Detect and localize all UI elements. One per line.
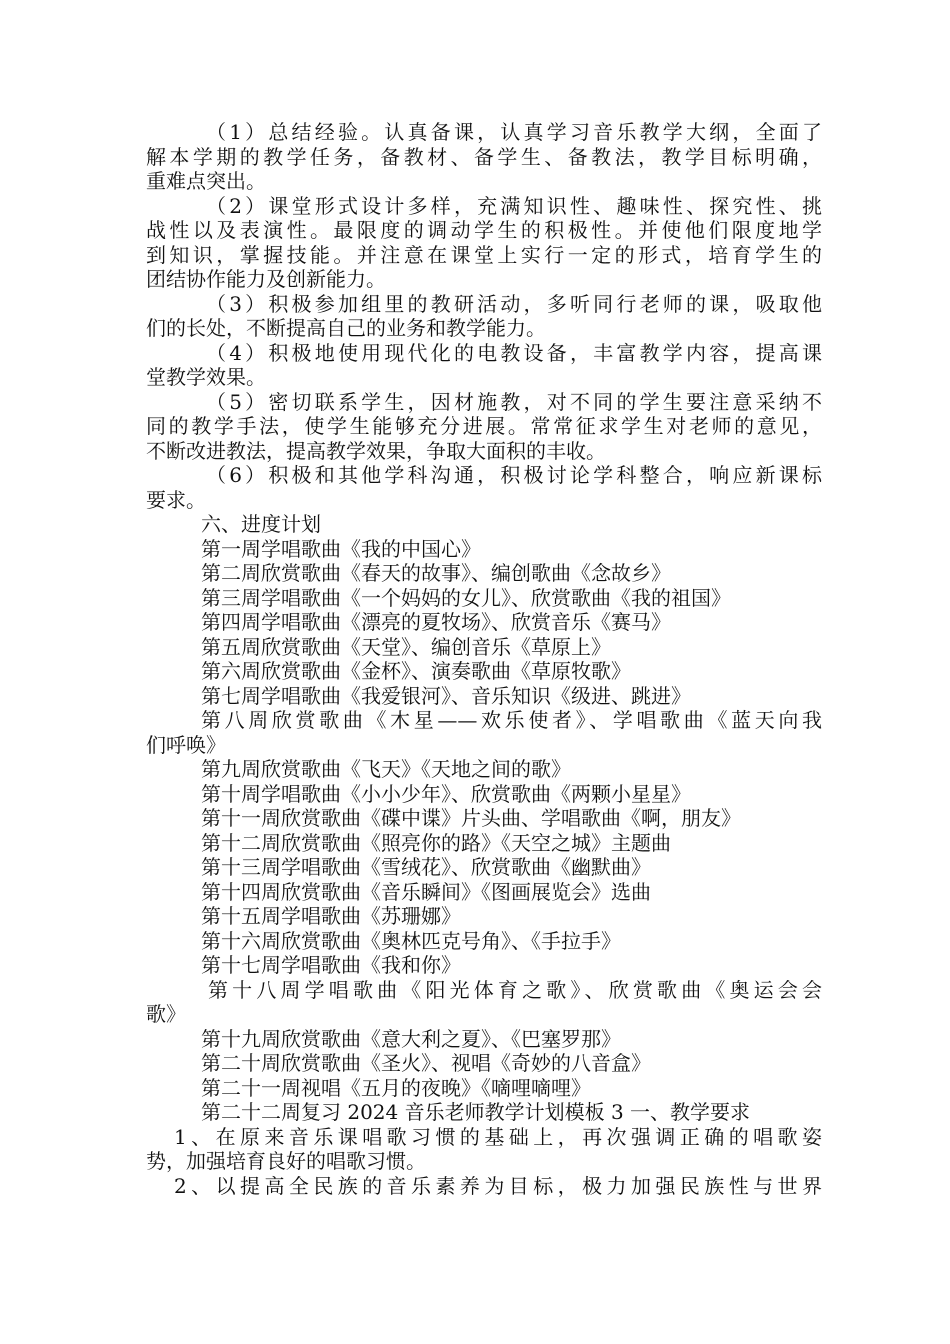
paragraph-line: 解本学期的教学任务，备教材、备学生、备教法，教学目标明确， (146, 144, 822, 169)
week-line: 们呼唤》 (146, 732, 226, 757)
paragraph-line: 堂教学效果。 (146, 365, 266, 389)
requirement-line: 2、以提高全民族的音乐素养为目标，极力加强民族性与世界 (174, 1173, 822, 1198)
week-line: 第十八周学唱歌曲《阳光体育之歌》、欣赏歌曲《奥运会会 (208, 977, 822, 1002)
week-line: 第五周欣赏歌曲《天堂》、编创音乐《草原上》 (201, 634, 611, 659)
week-line: 第二十周欣赏歌曲《圣火》、视唱《奇妙的八音盒》 (201, 1051, 651, 1075)
week-line: 第十周学唱歌曲《小小少年》、欣赏歌曲《两颗小星星》 (201, 781, 691, 806)
paragraph-line: 同的教学手法，使学生能够充分进展。常常征求学生对老师的意见， (146, 414, 822, 438)
paragraph-line: （2）课堂形式设计多样，充满知识性、趣味性、探究性、挑 (206, 193, 822, 218)
week-line: 第十四周欣赏歌曲《音乐瞬间》《图画展览会》选曲 (201, 879, 651, 904)
week-line: 第二十一周视唱《五月的夜晚》《嘀哩嘀哩》 (201, 1075, 591, 1100)
section-heading: 六、进度计划 (201, 512, 321, 536)
paragraph-line: 战性以及表演性。最限度的调动学生的积极性。并使他们限度地学 (146, 218, 822, 242)
week-line: 第七周学唱歌曲《我爱银河》、音乐知识《级进、跳进》 (201, 683, 691, 708)
week-line: 第十七周学唱歌曲《我和你》 (201, 953, 461, 977)
paragraph-line: （4）积极地使用现代化的电教设备，丰富教学内容，提高课 (206, 340, 822, 365)
week-line: 第十九周欣赏歌曲《意大利之夏》、《巴塞罗那》 (201, 1026, 621, 1051)
week-line: 第十三周学唱歌曲《雪绒花》、欣赏歌曲《幽默曲》 (201, 855, 651, 879)
week-line: 第十一周欣赏歌曲《碟中谍》片头曲、学唱歌曲《啊，朋友》 (201, 806, 741, 830)
week-line: 第十五周学唱歌曲《苏珊娜》 (201, 904, 461, 928)
week-line: 第八周欣赏歌曲《木星——欢乐使者》、学唱歌曲《蓝天向我 (201, 708, 822, 732)
paragraph-line: （5）密切联系学生，因材施教，对不同的学生要注意采纳不 (206, 389, 822, 414)
week-line: 第二周欣赏歌曲《春天的故事》、编创歌曲《念故乡》 (201, 561, 671, 585)
week-line: 第十六周欣赏歌曲《奥林匹克号角》、《手拉手》 (201, 928, 621, 953)
paragraph-line: 到知识，掌握技能。并注意在课堂上实行一定的形式，培育学生的 (146, 242, 822, 267)
paragraph-line: 要求。 (146, 487, 206, 512)
week-line: 第二十二周复习 2024 音乐老师教学计划模板 3 一、教学要求 (201, 1100, 751, 1124)
paragraph-line: 团结协作能力及创新能力。 (146, 267, 386, 291)
week-line: 第一周学唱歌曲《我的中国心》 (201, 536, 481, 561)
requirement-line: 势，加强培育良好的唱歌习惯。 (146, 1149, 426, 1173)
paragraph-line: 重难点突出。 (146, 169, 266, 193)
week-line: 第九周欣赏歌曲《飞天》《天地之间的歌》 (201, 757, 571, 781)
paragraph-line: （1）总结经验。认真备课，认真学习音乐教学大纲，全面了 (206, 120, 822, 144)
week-line: 歌》 (146, 1002, 186, 1026)
requirement-line: 1、在原来音乐课唱歌习惯的基础上，再次强调正确的唱歌姿 (174, 1124, 822, 1149)
paragraph-line: （6）积极和其他学科沟通，积极讨论学科整合，响应新课标 (206, 463, 822, 487)
paragraph-line: （3）积极参加组里的教研活动，多听同行老师的课，吸取他 (206, 291, 822, 316)
week-line: 第十二周欣赏歌曲《照亮你的路》《天空之城》主题曲 (201, 830, 671, 855)
week-line: 第六周欣赏歌曲《金杯》、演奏歌曲《草原牧歌》 (201, 659, 631, 683)
paragraph-line: 不断改进教法，提高教学效果，争取大面积的丰收。 (146, 438, 606, 463)
paragraph-line: 们的长处，不断提高自己的业务和教学能力。 (146, 316, 546, 340)
week-line: 第四周学唱歌曲《漂亮的夏牧场》、欣赏音乐《赛马》 (201, 610, 671, 634)
week-line: 第三周学唱歌曲《一个妈妈的女儿》、欣赏歌曲《我的祖国》 (201, 585, 731, 610)
